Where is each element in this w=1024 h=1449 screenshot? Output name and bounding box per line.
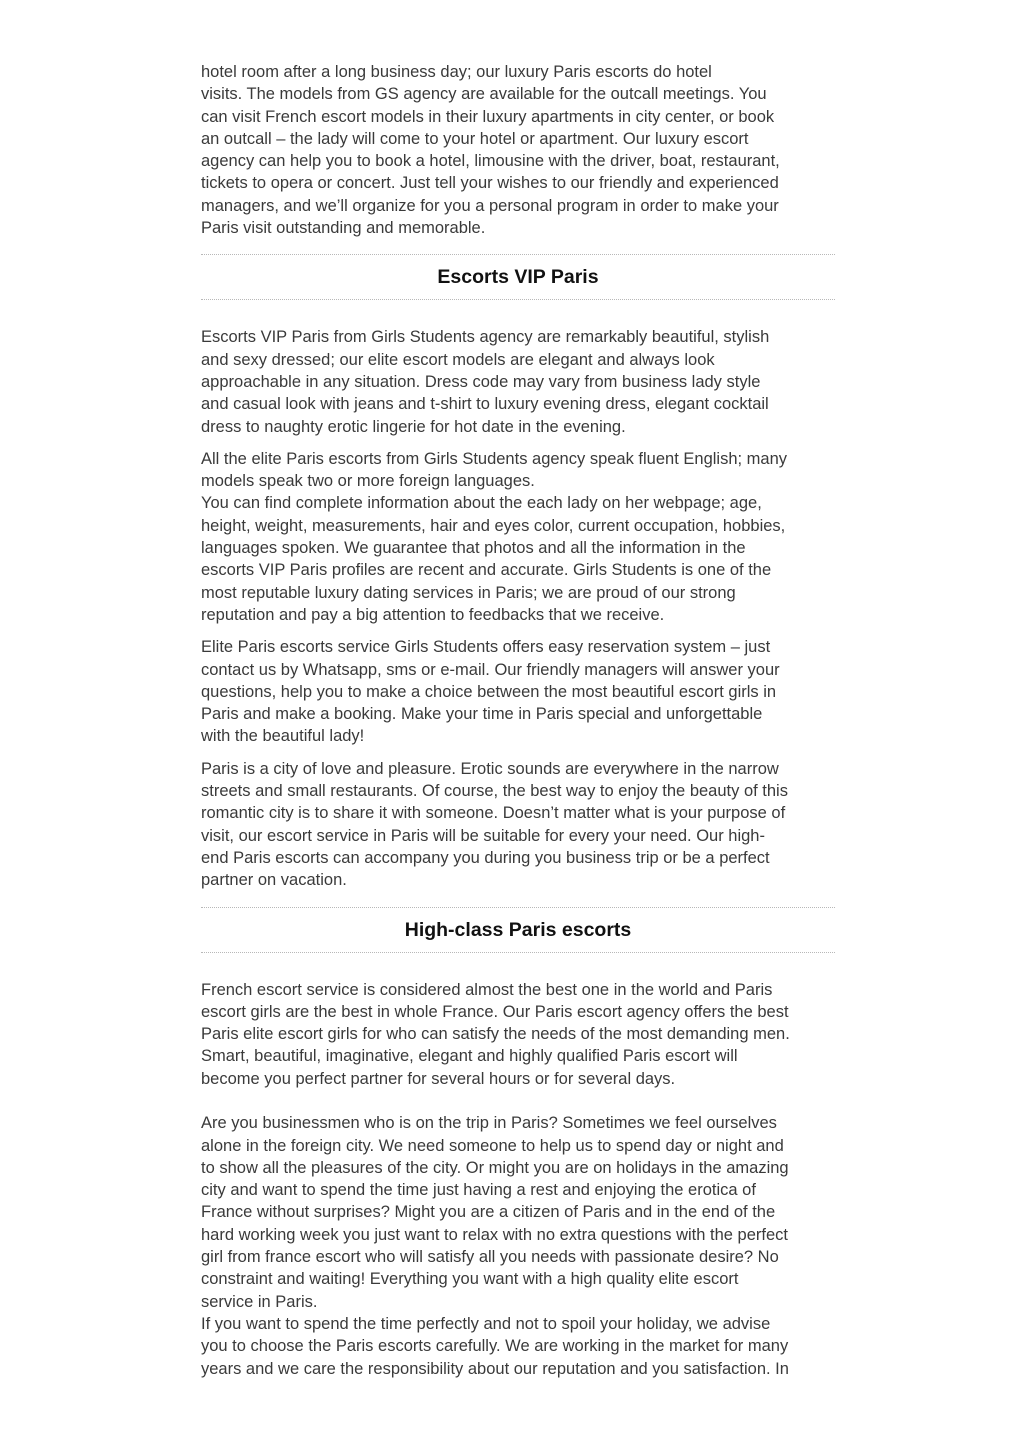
section-heading-block	[201, 907, 835, 953]
text-line: service in Paris.	[201, 1292, 318, 1311]
text-line: French escort service is considered almost the best one in the world and Paris	[201, 980, 773, 999]
text-line: agency can help you to book a hotel, limousine with the driver, boat, restaurant,	[201, 152, 780, 171]
text-line: hotel room after a long business day; our luxury Paris escorts do hotel	[201, 63, 712, 81]
body-paragraph	[201, 326, 835, 437]
text-line: Paris and make a booking. Make your time in Paris special and unforgettable	[201, 705, 763, 724]
text-line: tickets to opera or concert. Just tell your wishes to our friendly and experienced	[201, 174, 779, 193]
text-line: If you want to spend the time perfectly and not to spoil your holiday, we advise	[201, 1314, 771, 1333]
text-line: Are you businessmen who is on the trip in Paris? Sometimes we feel ourselves	[201, 1114, 777, 1133]
text-line: hard working week you just want to relax with no extra questions with the perfect	[201, 1225, 788, 1244]
text-line: end Paris escorts can accompany you during you business trip or be a perfect	[201, 848, 770, 867]
body-paragraph	[201, 448, 835, 626]
text-line: streets and small restaurants. Of course, the best way to enjoy the beauty of this	[201, 782, 788, 801]
text-line: escort girls are the best in whole France. Our Paris escort agency offers the best	[201, 1002, 789, 1021]
text-line: escorts VIP Paris profiles are recent and accurate. Girls Students is one of the	[201, 561, 772, 580]
section-heading-block	[201, 254, 835, 300]
text-line: Smart, beautiful, imaginative, elegant and highly qualified Paris escort will	[201, 1047, 738, 1066]
section-heading: Escorts VIP Paris	[437, 266, 599, 289]
dotted-divider	[201, 952, 835, 953]
text-line: Escorts VIP Paris from Girls Students agency are remarkably beautiful, stylish	[201, 328, 770, 347]
text-line: models speak two or more foreign languages.	[201, 472, 535, 491]
body-paragraph	[201, 758, 835, 892]
text-line: city and want to spend the time just having a rest and enjoying the erotica of	[201, 1181, 756, 1200]
text-line: you to choose the Paris escorts carefully. We are working in the market for many	[201, 1337, 789, 1356]
section-heading: High-class Paris escorts	[404, 918, 632, 941]
text-line: constraint and waiting! Everything you want with a high quality elite escort	[201, 1270, 739, 1289]
text-line: Paris elite escort girls for who can satisfy the needs of the most demanding men.	[201, 1025, 790, 1044]
text-line: and casual look with jeans and t-shirt to luxury evening dress, elegant cocktail	[201, 395, 769, 414]
dotted-divider	[201, 299, 835, 300]
text-line: contact us by Whatsapp, sms or e-mail. Our friendly managers will answer your	[201, 660, 780, 679]
text-line: become you perfect partner for several hours or for several days.	[201, 1069, 676, 1088]
text-line: alone in the foreign city. We need someone to help us to spend day or night and	[201, 1136, 784, 1155]
text-line: partner on vacation.	[201, 871, 347, 890]
text-line: visits. The models from GS agency are available for the outcall meetings. You	[201, 85, 767, 104]
text-line: Paris visit outstanding and memorable.	[201, 219, 486, 238]
text-line: You can find complete information about the each lady on her webpage; age,	[201, 494, 762, 513]
text-line: approachable in any situation. Dress code may vary from business lady style	[201, 372, 761, 391]
text-line: questions, help you to make a choice between the most beautiful escort girls in	[201, 682, 777, 701]
text-line: years and we care the responsibility about our reputation and you satisfaction. In	[201, 1359, 789, 1378]
text-line: All the elite Paris escorts from Girls Students agency speak fluent English; many	[201, 449, 788, 468]
text-line: and sexy dressed; our elite escort models are elegant and always look	[201, 350, 715, 369]
text-line: with the beautiful lady!	[201, 727, 365, 746]
text-line: can visit French escort models in their luxury apartments in city center, or book	[201, 107, 775, 126]
text-line: dress to naughty erotic lingerie for hot date in the evening.	[201, 417, 626, 436]
text-line: France without surprises? Might you are a citizen of Paris and in the end of the	[201, 1203, 776, 1222]
text-line: reputation and pay a big attention to feedbacks that we receive.	[201, 605, 665, 624]
text-line: height, weight, measurements, hair and eyes color, current occupation, hobbies,	[201, 516, 786, 535]
text-line: Elite Paris escorts service Girls Students offers easy reservation system – just	[201, 638, 771, 657]
text-line: girl from france escort who will satisfy all you needs with passionate desire? No	[201, 1248, 779, 1267]
text-line: to show all the pleasures of the city. Or might you are on holidays in the amazing	[201, 1158, 789, 1177]
text-line	[201, 1090, 835, 1112]
body-paragraph	[201, 636, 835, 747]
text-line: visit, our escort service in Paris will be suitable for every your need. Our high-	[201, 826, 765, 845]
text-line: languages spoken. We guarantee that photos and all the information in the	[201, 539, 746, 558]
text-line: most reputable luxury dating services in Paris; we are proud of our strong	[201, 583, 736, 602]
text-line: Paris is a city of love and pleasure. Erotic sounds are everywhere in the narrow	[201, 759, 779, 778]
body-paragraph	[201, 979, 835, 1380]
text-line: an outcall – the lady will come to your hotel or apartment. Our luxury escort	[201, 129, 749, 148]
text-line: managers, and we’ll organize for you a personal program in order to make your	[201, 196, 779, 215]
text-line: romantic city is to share it with someone. Doesn’t matter what is your purpose of	[201, 804, 786, 823]
document-page	[201, 61, 835, 1390]
body-paragraph	[201, 61, 835, 239]
